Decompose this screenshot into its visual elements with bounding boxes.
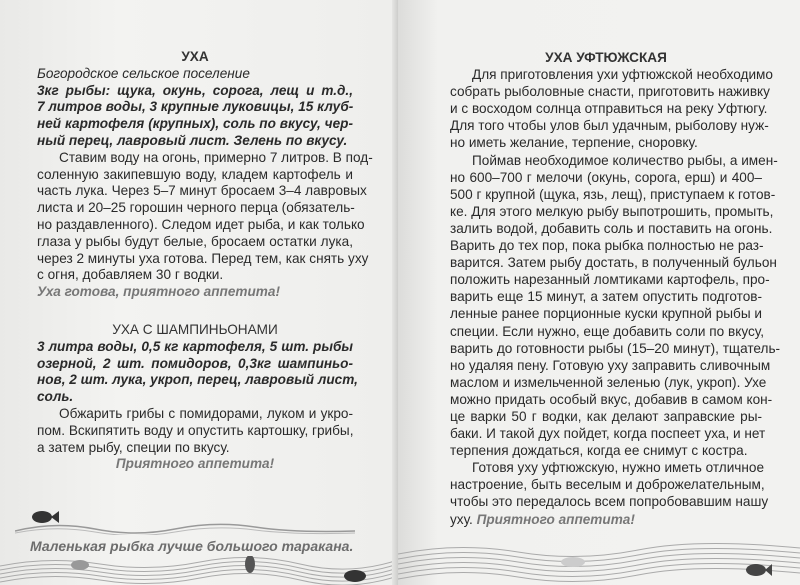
recipe-title: УХА УФТЮЖСКАЯ	[545, 50, 667, 65]
left-column	[37, 49, 373, 473]
text-line: собрать рыболовные снасти, приготовить наживку	[450, 84, 770, 100]
paragraph	[450, 66, 773, 151]
fish-icon	[746, 564, 766, 576]
text-line: часть лука. Через 5–7 минут бросаем 3–4 лавровых	[37, 183, 367, 199]
text-line: с огня, добавляем 30 г водки.	[37, 267, 224, 283]
fish-icon	[561, 557, 585, 567]
fish-icon	[32, 511, 52, 523]
text-line: Готовя уху уфтюжскую, нужно иметь отличное	[472, 460, 765, 476]
text-line: ленные ранее порционные куски крупной рыбы и	[450, 306, 762, 322]
method	[37, 149, 373, 284]
text-line: Для того чтобы улов был удачным, рыболову нуж-	[450, 118, 769, 134]
recipe-title: УХА С ШАМПИНЬОНАМИ	[112, 321, 278, 337]
text-line: соль.	[37, 389, 74, 405]
bottom-waves	[0, 556, 398, 585]
recipe-body	[450, 66, 781, 528]
text-line: залить водой, добавить соль и поставить на огонь.	[450, 220, 773, 236]
text-line: глаза у рыбы будут белые, бросаем остатки лука,	[37, 233, 353, 249]
text-line: ке. Для этого мелкую рыбу выпотрошить, промыть,	[450, 203, 774, 219]
text-line: маслом и измельченной зеленью (лук, укроп). Ухе	[450, 374, 767, 390]
paragraph	[450, 459, 769, 527]
text-line: ней картофеля (крупных), соль по вкусу, чер-	[37, 116, 353, 132]
text-line: но раздавленного). Следом идет рыба, и как только	[37, 216, 365, 232]
text-line: 3 литра воды, 0,5 кг картофеля, 5 шт. рыбы	[37, 338, 353, 354]
text-line: через 2 минуты уха готова. Перед тем, как снять уху	[37, 250, 369, 266]
text-line: специи. Если нужно, еще добавить соли по вкусу,	[450, 323, 764, 339]
ingredients	[37, 83, 353, 150]
text-line: варить до готовности рыбы (15–20 минут), тщатель-	[450, 340, 781, 356]
fish-icon	[245, 556, 255, 573]
recipe-title: УХА	[181, 49, 209, 64]
proverb: Маленькая рыбка лучше большого таракана.	[30, 538, 354, 554]
bottom-waves	[398, 540, 800, 585]
closing-text: Уха готова, приятного аппетита!	[37, 284, 280, 300]
fish-wave-divider	[15, 505, 355, 535]
text-line: и с восходом солнца отправиться на реку Уфтюгу.	[450, 101, 768, 117]
text-line: чтобы это передалось всем попробовавшим нашу	[450, 494, 769, 510]
text-line: пом. Вскипятить воду и опустить картошку, грибы,	[37, 422, 354, 438]
text-line: но иметь желание, терпение, сноровку.	[450, 135, 698, 151]
text-line: уху. Приятного аппетита!	[450, 511, 635, 527]
text-line: положить нарезанный ломтиками картофель, про-	[450, 272, 770, 288]
text-line: 3кг рыбы: щука, окунь, сорога, лещ и т.д.,	[37, 82, 353, 98]
text-line: озерной, 2 шт. помидоров, 0,3кг шампиньо-	[37, 355, 353, 371]
text-line: Обжарить грибы с помидорами, луком и укро-	[59, 405, 353, 421]
text-line: Ставим воду на огонь, примерно 7 литров. В под-	[59, 149, 373, 165]
right-column	[450, 49, 781, 528]
text-line: Для приготовления ухи уфтюжской необходимо	[472, 67, 773, 83]
paragraph	[450, 152, 781, 460]
ingredients	[37, 338, 358, 406]
text-line: можно придать особый вкус, добавив в самом кон-	[450, 391, 773, 407]
text-line: соленную закипевшую воду, кладем картофель и	[37, 166, 353, 182]
text-line: терпения дождаться, когда ее снимут с костра.	[450, 443, 748, 459]
closing-text: Приятного аппетита!	[115, 456, 275, 472]
text-line: 500 г крупной (щука, язь, лещ), приступаем к готов-	[450, 186, 776, 202]
right-page	[398, 0, 800, 585]
text-line: 7 литров воды, 3 крупные луковицы, 15 клуб-	[37, 99, 354, 115]
text-line: но удаляя пену. Готовую уху заправить сливочным	[450, 357, 771, 373]
text-line: листа и 20–25 горошин черного перца (обязатель-	[37, 200, 355, 216]
text-line: Варить до тех пор, пока рыбка полностью не раз-	[450, 238, 764, 254]
text-line: ный перец, лавровый лист. Зелень по вкусу.	[37, 132, 348, 148]
recipe-subtitle: Богородское сельское поселение	[37, 65, 250, 81]
method	[37, 406, 353, 456]
text-line: нов, 2 шт. лука, укроп, перец, лавровый лист,	[37, 372, 358, 388]
text-line: варить еще 15 минут, а затем опустить подготов-	[450, 289, 762, 305]
closing-text: Приятного аппетита!	[472, 511, 635, 527]
text-line: настроение, быть веселым и доброжелательным,	[450, 477, 765, 493]
text-line: а затем рыбу, специи по вкусу.	[37, 439, 230, 455]
text-line: но 600–700 г мелочи (окунь, сорога, ерш) и 400–	[450, 169, 762, 185]
text-line: це варки 50 г водки, как делают заправские ры-	[450, 408, 762, 424]
text-line: варится. Затем рыбу достать, в полученный бульон	[450, 255, 777, 271]
left-page	[0, 0, 398, 585]
text-line: баки. И такой дух пойдет, когда поспеет уха, и нет	[450, 426, 766, 442]
fish-icon	[344, 570, 366, 582]
fish-icon	[71, 560, 89, 570]
text-line: Поймав необходимое количество рыбы, а имен-	[472, 152, 778, 168]
